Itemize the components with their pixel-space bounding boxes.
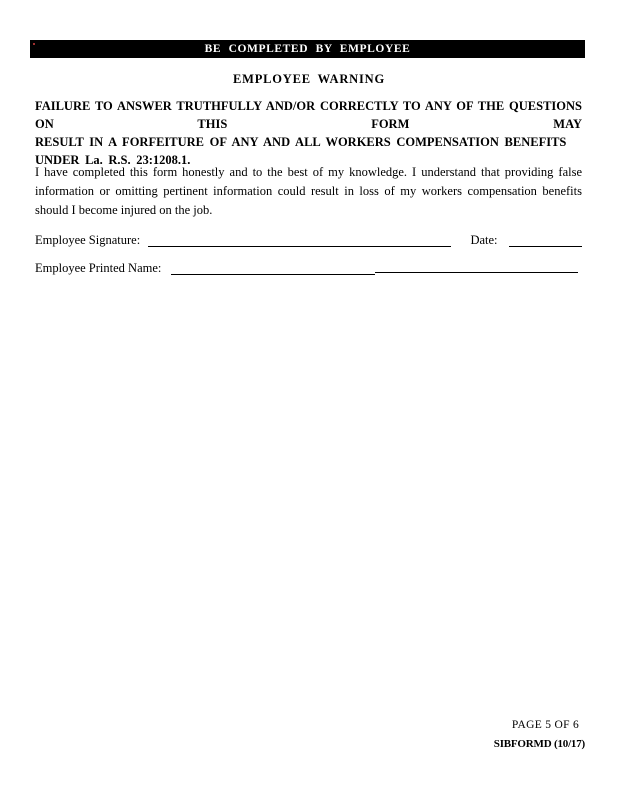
page-title: EMPLOYEE WARNING [232,72,386,86]
acknowledgement-line-3: should I become injured on the job. [35,203,213,217]
scan-artifact-dot [33,43,35,45]
employee-printed-name-field[interactable] [171,273,375,275]
acknowledgement-paragraph [35,163,582,220]
statutory-warning-paragraph [35,97,582,169]
printed-name-row [35,261,582,276]
page-indicator: PAGE 5 OF 6 [511,719,579,731]
form-code: SIBFORMD (10/17) [493,738,585,750]
statutory-warning-line-2: RESULT IN A FORFEITURE OF ANY AND ALL WORKERS COMPENSATION BENEFITS UNDER La. R.S. 23:1208.1. [35,135,567,167]
employee-signature-field[interactable] [148,245,451,247]
page-footer [494,719,585,750]
acknowledgement-line-1: I have completed this form honestly and to the best of my knowledge. I understand that providing false [35,165,582,179]
employee-signature-label: Employee Signature: [35,233,141,247]
statutory-warning-line-1: FAILURE TO ANSWER TRUTHFULLY AND/OR CORRECTLY TO ANY OF THE QUESTIONS ON THIS FORM MAY [35,99,582,131]
signature-row [35,233,582,248]
date-field[interactable] [509,245,582,247]
banner-title: BE COMPLETED BY EMPLOYEE [204,43,411,55]
employee-printed-name-label: Employee Printed Name: [35,261,162,275]
date-label: Date: [470,233,498,247]
acknowledgement-line-2: information or omitting pertinent information could result in loss of my workers compensation benefits [35,184,582,198]
employee-printed-name-field-continued[interactable] [375,271,578,273]
section-banner [30,40,585,58]
